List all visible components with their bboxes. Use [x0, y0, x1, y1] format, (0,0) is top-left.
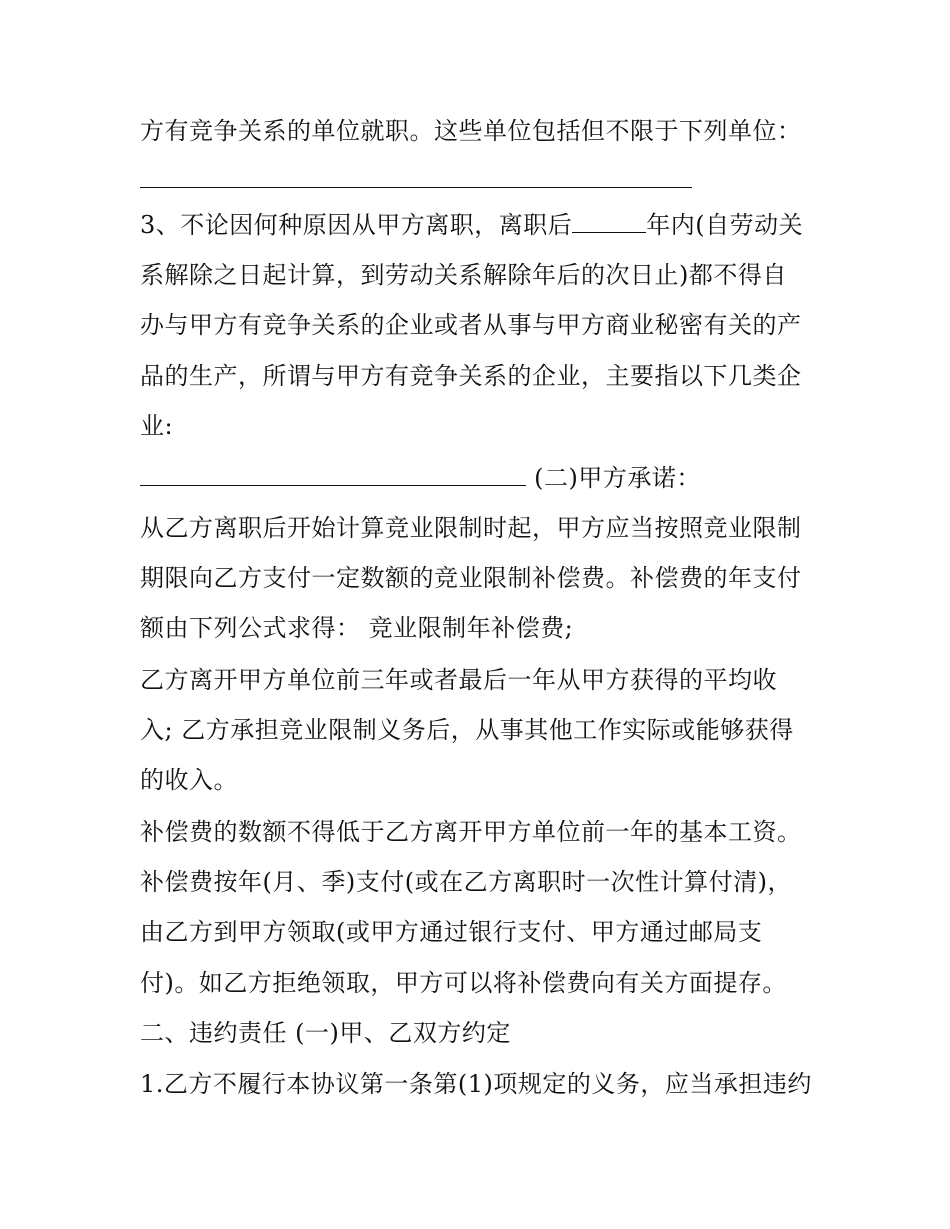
text-line: 入; 乙方承担竞业限制义务后，从事其他工作实际或能够获得 [140, 716, 794, 744]
text-line: 业: [140, 412, 174, 440]
fill-in-blank [140, 161, 692, 188]
text-line: 补偿费的数额不得低于乙方离开甲方单位前一年的基本工资。 [140, 818, 802, 846]
fill-in-blank [572, 206, 646, 233]
text-line: 由乙方到甲方领取(或甲方通过银行支付、甲方通过邮局支 [140, 918, 763, 946]
text-line: 1.乙方不履行本协议第一条第(1)项规定的义务，应当承担违约 [140, 1070, 812, 1098]
text-line: 从乙方离职后开始计算竞业限制时起，甲方应当按照竞业限制 [140, 514, 802, 542]
text-line: 补偿费按年(月、季)支付(或在乙方离职时一次性计算付清)， [140, 868, 792, 896]
section-heading: 二、违约责任 (一)甲、乙双方约定 [140, 1019, 511, 1047]
text-line: 系解除之日起计算，到劳动关系解除年后的次日止)都不得自 [140, 261, 787, 289]
text-segment: 年内(自劳动关 [646, 211, 804, 239]
text-line: 的收入。 [140, 766, 238, 794]
text-segment: 3、不论因何种原因从甲方离职，离职后 [140, 211, 573, 239]
text-line: 付)。如乙方拒绝领取，甲方可以将补偿费向有关方面提存。 [140, 969, 787, 997]
blank-line [140, 160, 830, 200]
text-line: 办与甲方有竞争关系的企业或者从事与甲方商业秘密有关的产 [140, 311, 802, 339]
fill-in-blank [140, 459, 526, 486]
text-line: 方有竞争关系的单位就职。这些单位包括但不限于下列单位： [140, 117, 802, 145]
text-line [140, 205, 830, 245]
text-line: 期限向乙方支付一定数额的竞业限制补偿费。补偿费的年支付 [140, 564, 802, 592]
text-line: 乙方离开甲方单位前三年或者最后一年从甲方获得的平均收 [140, 666, 777, 694]
text-line [140, 458, 830, 498]
text-segment: (二)甲方承诺： [534, 464, 701, 492]
text-line: 品的生产，所谓与甲方有竞争关系的企业，主要指以下几类企 [140, 362, 802, 390]
text-line: 额由下列公式求得： 竞业限制年补偿费; [140, 614, 574, 642]
